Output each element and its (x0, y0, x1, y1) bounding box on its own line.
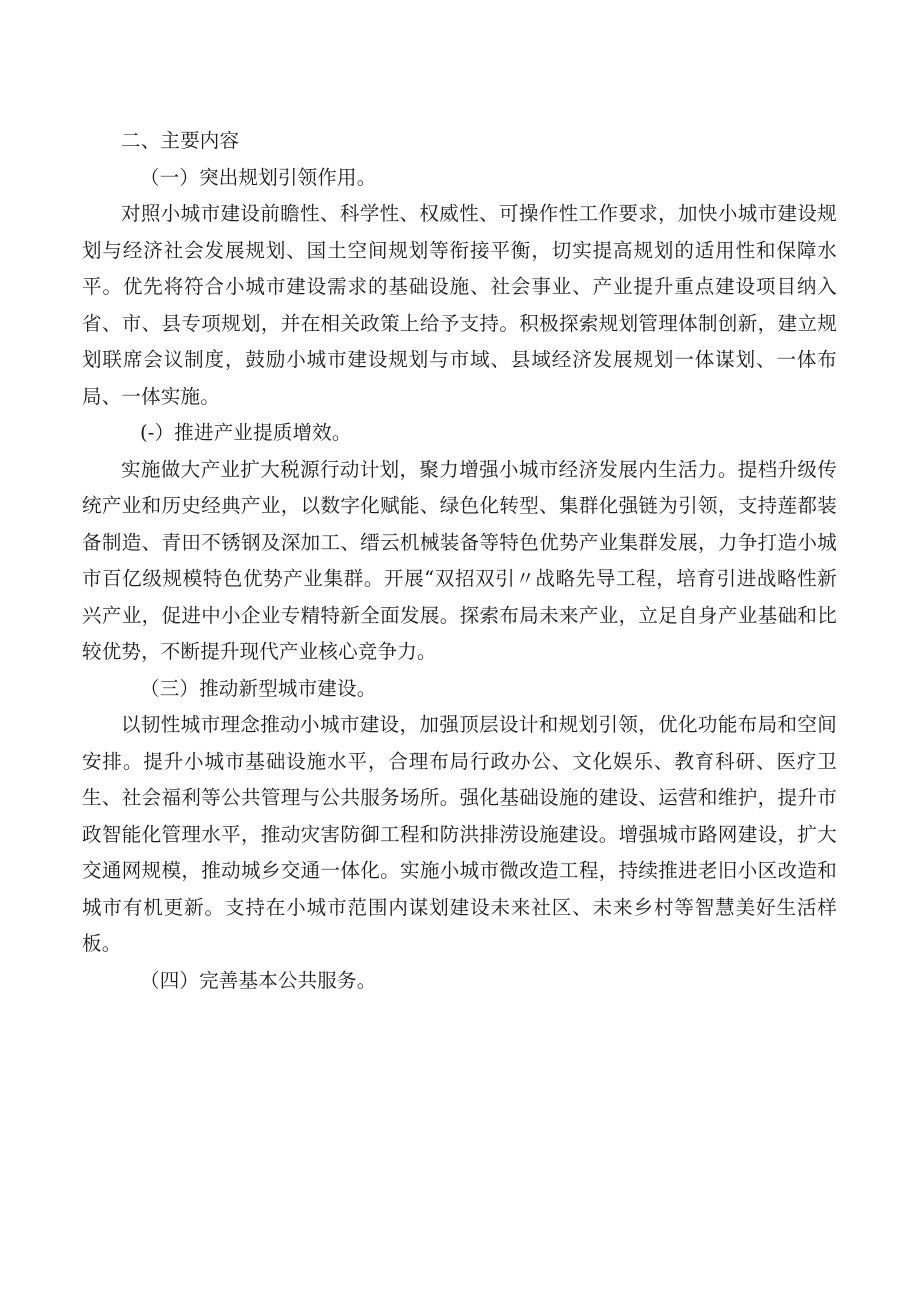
document-content (82, 123, 837, 999)
section-title: 二、主要内容 (121, 129, 240, 152)
subsection-heading-2: (-）推进产业提质增效。 (140, 421, 352, 444)
subsection-heading-4: （四）完善基本公共服务。 (140, 968, 377, 992)
subsection-body-2: 实施做大产业扩大税源行动计划，聚力增强小城市经济发展内生活力。提档升级传统产业和历史经典产业，以数字化赋能、绿色化转型、集群化强链为引领，支持莲都装备制造、青田不锈钢及深加工、缙云机械装备等特色优势产业集群发展，力争打造小城市百亿级规模特色优势产业集群。开展“双招双引〃战略先导工程，培育引进战略性新兴产业，促进中小企业专精特新全面发展。探索布局未来产业，立足自身产业基础和比较优势，不断提升现代产业核心竞争力。 (82, 457, 837, 663)
subsection-heading-3: （三）推动新型城市建设。 (140, 676, 377, 700)
subsection-body-1: 对照小城市建设前瞻性、科学性、权威性、可操作性工作要求，加快小城市建设规划与经济社会发展规划、国土空间规划等衔接平衡，切实提高规划的适用性和保障水平。优先将符合小城市建设需求的基础设施、社会事业、产业提升重点建设项目纳入省、市、县专项规划，并在相关政策上给予支持。积极探索规划管理体制创新，建立规划联席会议制度，鼓励小城市建设规划与市域、县域经济发展规划一体谋划、一体布局、一体实施。 (82, 202, 837, 408)
subsection-body-3: 以韧性城市理念推动小城市建设，加强顶层设计和规划引领，优化功能布局和空间安排。提升小城市基础设施水平，合理布局行政办公、文化娱乐、教育科研、医疗卫生、社会福利等公共管理与公共服务场所。强化基础设施的建设、运营和维护，提升市政智能化管理水平，推动灾害防御工程和防洪排涝设施建设。增强城市路网建设，扩大交通网规模，推动城乡交通一体化。实施小城市微改造工程，持续推进老旧小区改造和城市有机更新。支持在小城市范围内谋划建设未来社区、未来乡村等智慧美好生活样板。 (82, 713, 837, 955)
subsection-heading-1: （一）突出规划引领作用。 (140, 165, 377, 189)
